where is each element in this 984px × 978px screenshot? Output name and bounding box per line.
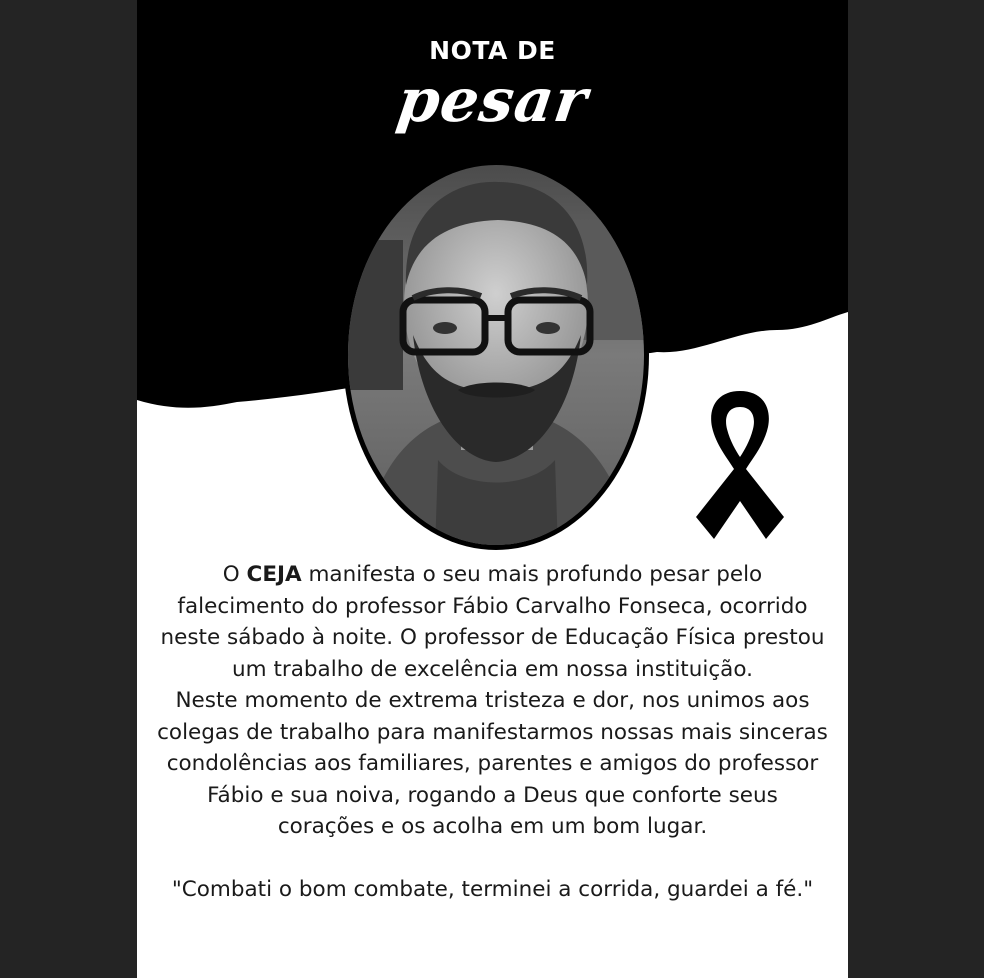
message-prefix: O [222, 562, 247, 587]
mourning-ribbon-icon [690, 385, 790, 553]
bible-quote: "Combati o bom combate, terminei a corrida, guardei a fé." [171, 877, 814, 902]
person-portrait-icon [343, 160, 649, 550]
organization-name: CEJA [246, 562, 302, 587]
message-paragraph-1-text: manifesta o seu mais profundo pesar pelo falecimento do professor Fábio Carvalho Fonseca, ocorrido neste sábado à noite. O professor de Educação Física prestou um trabalho de excelência em nossa instituição. [160, 562, 825, 682]
left-frame [0, 0, 137, 978]
message-paragraph-2: Neste momento de extrema tristeza e dor, nos unimos aos colegas de trabalho para manifestarmos nossas mais sinceras condolências aos familiares, parentes e amigos do professor Fábio e sua noiva, rogando a Deus que conforte seus corações e os acolha em um bom lugar. [157, 688, 828, 839]
right-frame [848, 0, 984, 978]
condolence-card [137, 0, 848, 978]
condolence-message [157, 559, 828, 906]
title-pesar: pesar [392, 66, 593, 136]
title-nota-de: NOTA DE [429, 36, 556, 65]
message-paragraph-1 [157, 559, 828, 685]
